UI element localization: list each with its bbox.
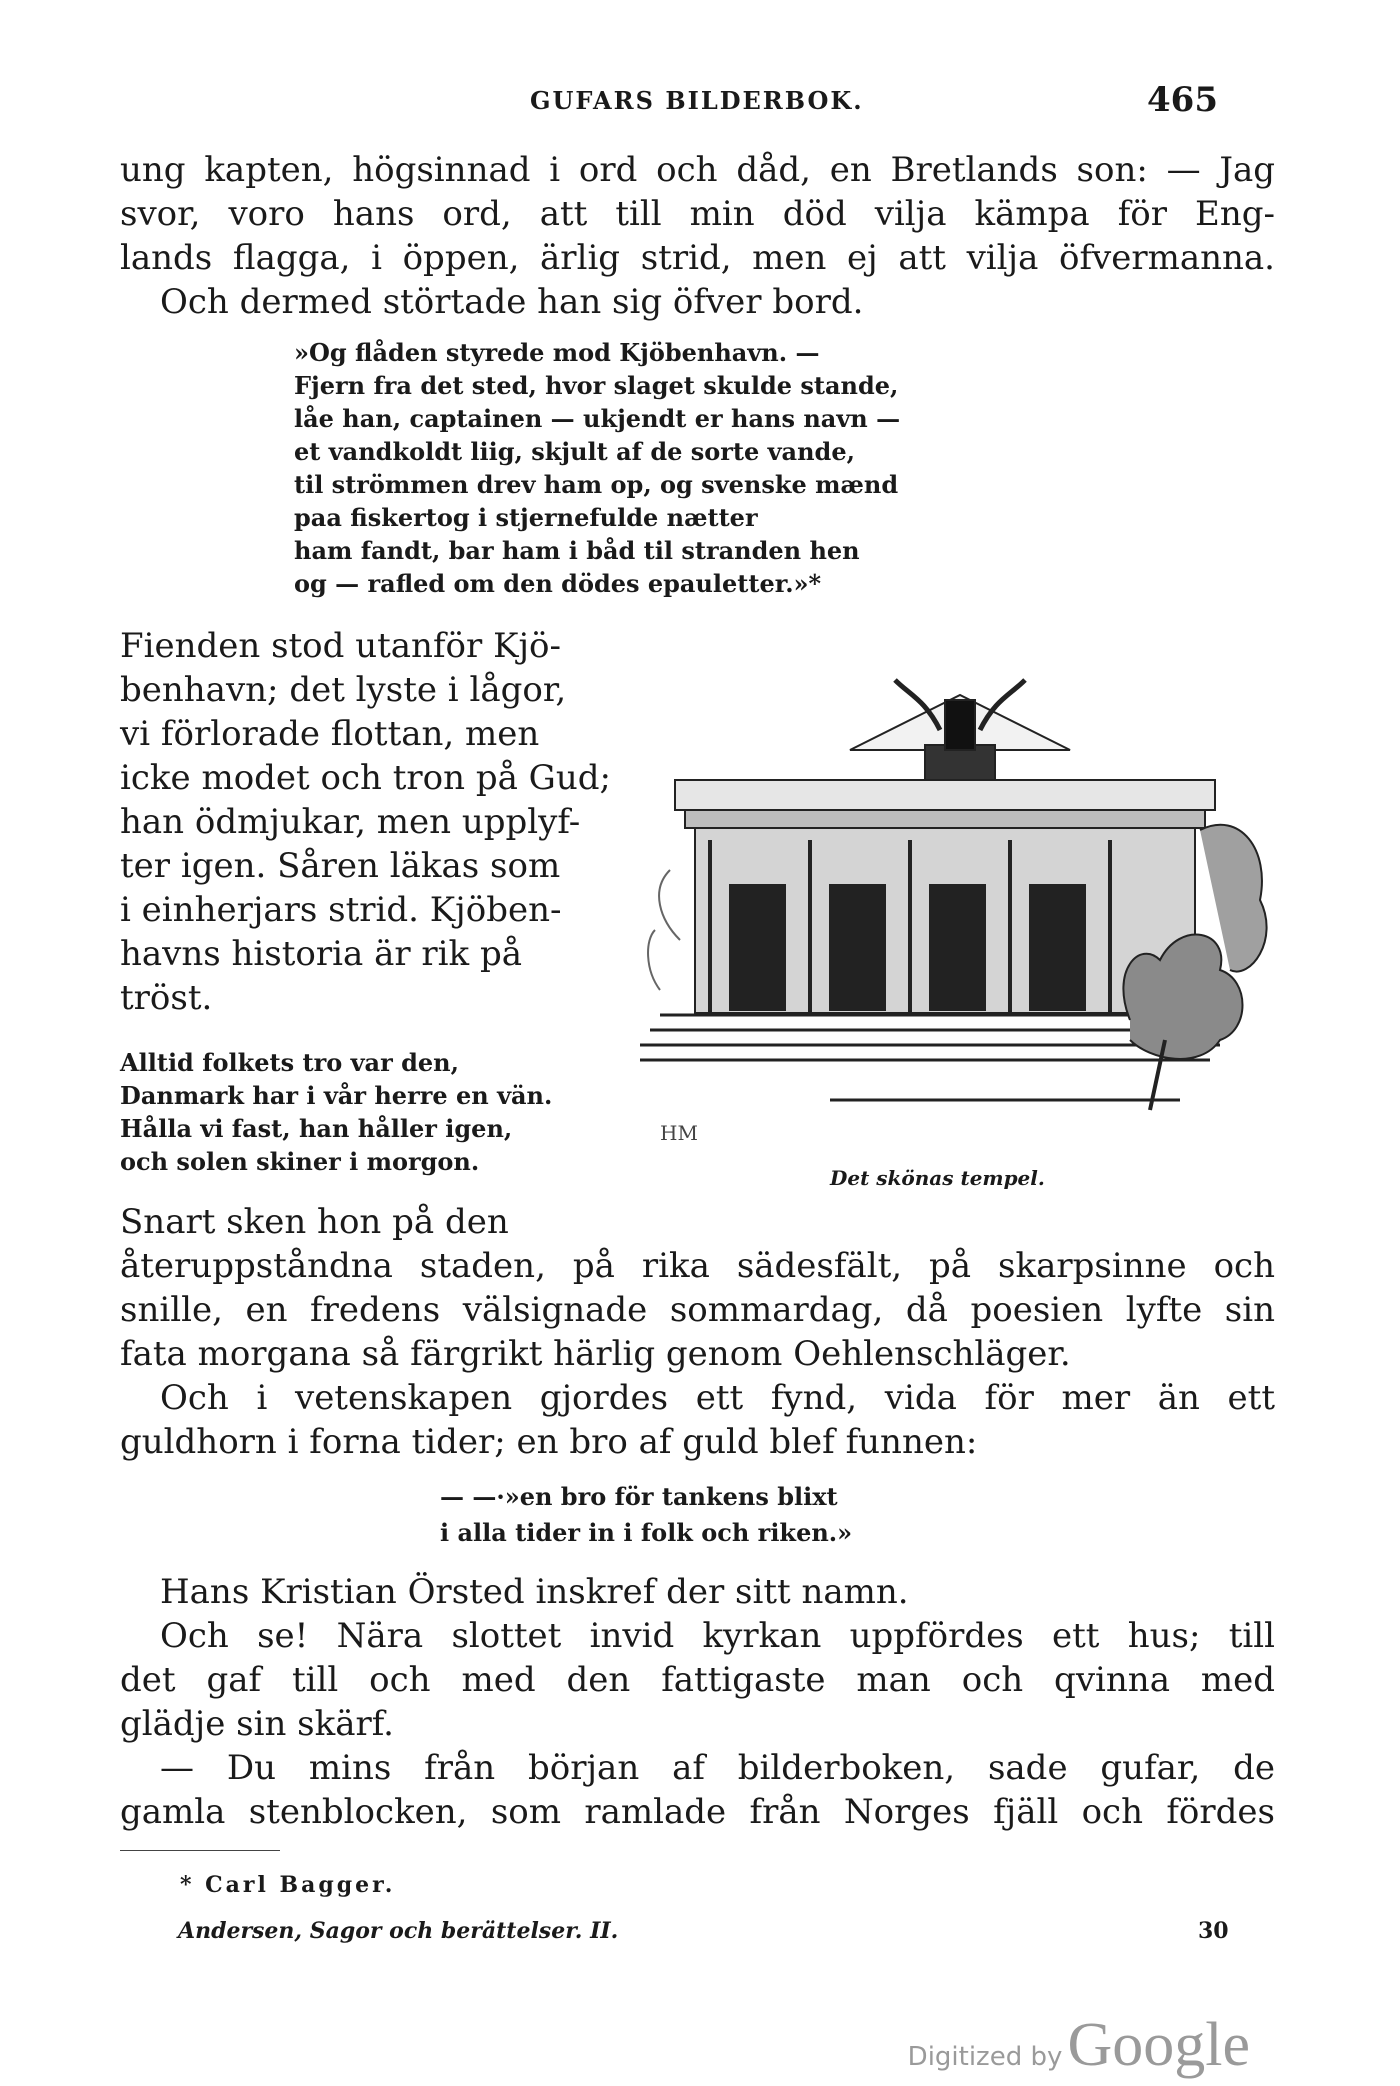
- text-line: guldhorn i forna tider; en bro af guld blef funnen:: [120, 1422, 978, 1462]
- verse-line: Fjern fra det sted, hvor slaget skulde stande,: [294, 371, 899, 400]
- text-line: återuppståndna staden, på rika sädesfält, på skarpsinne och: [120, 1246, 1275, 1286]
- text-line: det gaf till och med den fattigaste man och qvinna med: [120, 1660, 1275, 1700]
- column-line: i einherjars strid. Kjöben-: [120, 890, 562, 930]
- column-line: benhavn; det lyste i lågor,: [120, 670, 567, 710]
- google-watermark: [908, 2010, 1250, 2081]
- column-line: tröst.: [120, 978, 213, 1018]
- text-line: snille, en fredens välsignade sommardag, då poesien lyfte sin: [120, 1290, 1275, 1330]
- page-header: [120, 80, 1218, 126]
- text-line: ung kapten, högsinnad i ord och dåd, en Bretlands son: — Jag: [120, 150, 1275, 190]
- google-logo: Google: [1067, 2011, 1250, 2079]
- text-line: Hans Kristian Örsted inskref der sitt namn.: [160, 1572, 909, 1612]
- text-line: fata morgana så färgrikt härlig genom Oehlenschläger.: [120, 1334, 1071, 1374]
- text-line: — Du mins från början af bilderboken, sade gufar, de: [160, 1748, 1275, 1788]
- footnote: * Carl Bagger.: [180, 1872, 396, 1898]
- verse-line: låe han, captainen — ukjendt er hans navn —: [294, 404, 901, 433]
- column-line: icke modet och tron på Gud;: [120, 758, 611, 798]
- verse-line: paa fiskertog i stjernefulde nætter: [294, 503, 758, 532]
- column-line: Snart sken hon på den: [120, 1202, 509, 1242]
- column-line: vi förlorade flottan, men: [120, 714, 540, 754]
- footnote-rule: [120, 1850, 280, 1851]
- illustration-monogram: HM: [660, 1121, 698, 1145]
- verse-line: Hålla vi fast, han håller igen,: [120, 1114, 513, 1143]
- verse-line: et vandkoldt liig, skjult af de sorte vande,: [294, 437, 855, 466]
- temple-illustration: [640, 640, 1280, 1180]
- verse-line: Alltid folkets tro var den,: [120, 1048, 459, 1077]
- verse-line: og — rafled om den dödes epauletter.»*: [294, 569, 822, 598]
- column-line: havns historia är rik på: [120, 934, 522, 974]
- quote-line: — —·»en bro för tankens blixt: [440, 1482, 838, 1511]
- text-line: lands flagga, i öppen, ärlig strid, men ej att vilja öfvermanna.: [120, 238, 1275, 278]
- illustration-caption: Det skönas tempel.: [830, 1166, 1045, 1190]
- verse-line: til strömmen drev ham op, og svenske mænd: [294, 470, 899, 499]
- text-line: Och i vetenskapen gjordes ett fynd, vida för mer än ett: [160, 1378, 1275, 1418]
- verse-line: ham fandt, bar ham i båd til stranden hen: [294, 536, 860, 565]
- text-line: svor, voro hans ord, att till min död vilja kämpa för Eng-: [120, 194, 1275, 234]
- column-line: ter igen. Såren läkas som: [120, 846, 561, 886]
- digitized-label: Digitized by: [907, 2042, 1063, 2072]
- column-line: han ödmjukar, men upplyf-: [120, 802, 581, 842]
- verse-line: »Og flåden styrede mod Kjöbenhavn. —: [294, 338, 820, 367]
- verse-line: Danmark har i vår herre en vän.: [120, 1081, 553, 1110]
- verse-line: och solen skiner i morgon.: [120, 1147, 480, 1176]
- column-line: Fienden stod utanför Kjö-: [120, 626, 561, 666]
- signature-line: Andersen, Sagor och berättelser. II.: [178, 1918, 619, 1944]
- text-line: glädje sin skärf.: [120, 1704, 394, 1744]
- quote-line: i alla tider in i folk och riken.»: [440, 1518, 853, 1547]
- text-line: Och dermed störtade han sig öfver bord.: [160, 282, 864, 322]
- running-title: GUFARS BILDERBOK.: [530, 86, 864, 115]
- text-line: gamla stenblocken, som ramlade från Norges fjäll och fördes: [120, 1792, 1275, 1832]
- text-line: Och se! Nära slottet invid kyrkan uppfördes ett hus; till: [160, 1616, 1275, 1656]
- sheet-number: 30: [1198, 1918, 1229, 1944]
- page-number: 465: [1147, 80, 1218, 120]
